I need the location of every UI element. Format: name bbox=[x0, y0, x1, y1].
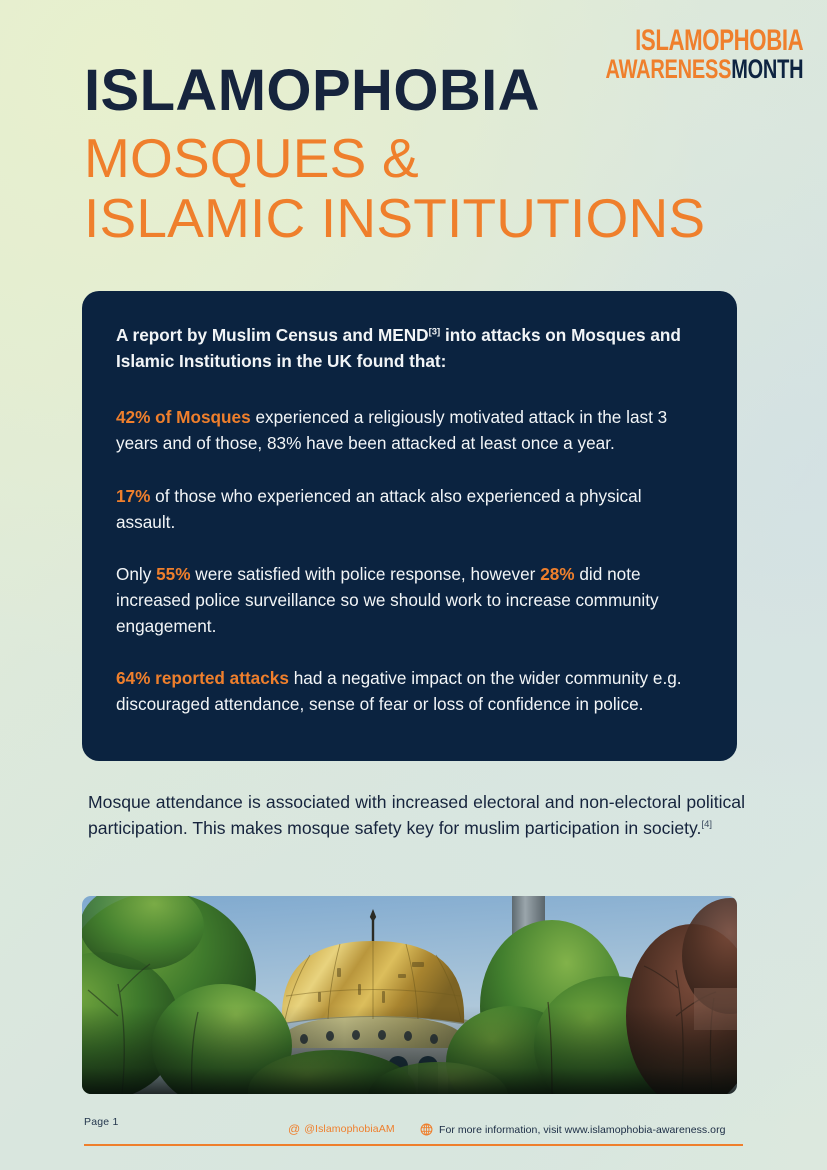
page-footer bbox=[84, 1114, 743, 1158]
stat-highlight-17: 17% bbox=[116, 485, 151, 506]
logo-line-islamophobia: ISLAMOPHOBIA bbox=[634, 24, 803, 57]
logo-word-month: MONTH bbox=[730, 54, 803, 85]
logo-word-awareness: AWARENESS bbox=[605, 54, 731, 85]
card-stat-paragraph-4 bbox=[116, 665, 703, 717]
card-stat-paragraph-1 bbox=[116, 404, 703, 456]
statistics-card bbox=[82, 291, 737, 761]
note-text: Mosque attendance is associated with increased electoral and non-electoral political participation. This makes mosque safety key for muslim participation in society. bbox=[88, 792, 745, 838]
stat-middle-3: were satisfied with police response, however bbox=[190, 563, 541, 584]
mosque-photo bbox=[82, 896, 737, 1094]
stat-body-4: had a negative impact on the wider community e.g. discouraged attendance, sense of fear or loss of confidence in police. bbox=[116, 668, 682, 715]
footer-rule bbox=[84, 1144, 743, 1146]
note-paragraph bbox=[88, 790, 745, 841]
reference-marker-4: [4] bbox=[701, 818, 712, 830]
website-info[interactable] bbox=[420, 1123, 726, 1136]
title-islamophobia: ISLAMOPHOBIA bbox=[84, 58, 540, 123]
subtitle-line-2: ISLAMIC INSTITUTIONS bbox=[84, 186, 706, 249]
stat-body-3: did note increased police surveillance so we should work to increase community engagement. bbox=[116, 563, 659, 637]
social-handle-label: @IslamophobiaAM bbox=[304, 1123, 395, 1135]
at-icon: @ bbox=[288, 1122, 301, 1136]
card-lead-paragraph bbox=[116, 322, 703, 374]
stat-body-1: experienced a religiously motivated attack in the last 3 years and of those, 83% have been attacked at least once a year. bbox=[116, 407, 668, 454]
globe-icon bbox=[420, 1123, 433, 1136]
stat-highlight-64: 64% reported attacks bbox=[116, 668, 289, 689]
stat-highlight-55: 55% bbox=[156, 563, 191, 584]
lead-text-before-ref: A report by Muslim Census and MEND bbox=[116, 325, 429, 345]
lead-text-after-ref: into attacks on Mosques and Islamic Institutions in the UK found that: bbox=[116, 325, 681, 372]
mosque-photo-graphic bbox=[82, 896, 737, 1094]
card-stat-paragraph-3 bbox=[116, 561, 703, 639]
reference-marker-3: [3] bbox=[428, 326, 441, 338]
stat-body-2: of those who experienced an attack also experienced a physical assault. bbox=[116, 485, 642, 532]
page-number: Page 1 bbox=[84, 1116, 119, 1128]
social-handle[interactable] bbox=[288, 1123, 395, 1135]
stat-highlight-42: 42% of Mosques bbox=[116, 407, 251, 428]
card-stat-paragraph-2 bbox=[116, 483, 703, 535]
page-title bbox=[84, 58, 706, 249]
website-label: For more information, visit www.islamophobia-awareness.org bbox=[439, 1123, 726, 1136]
stat-prefix-3: Only bbox=[116, 563, 157, 584]
subtitle-line-1: MOSQUES & bbox=[84, 127, 419, 189]
stat-highlight-28: 28% bbox=[540, 563, 575, 584]
